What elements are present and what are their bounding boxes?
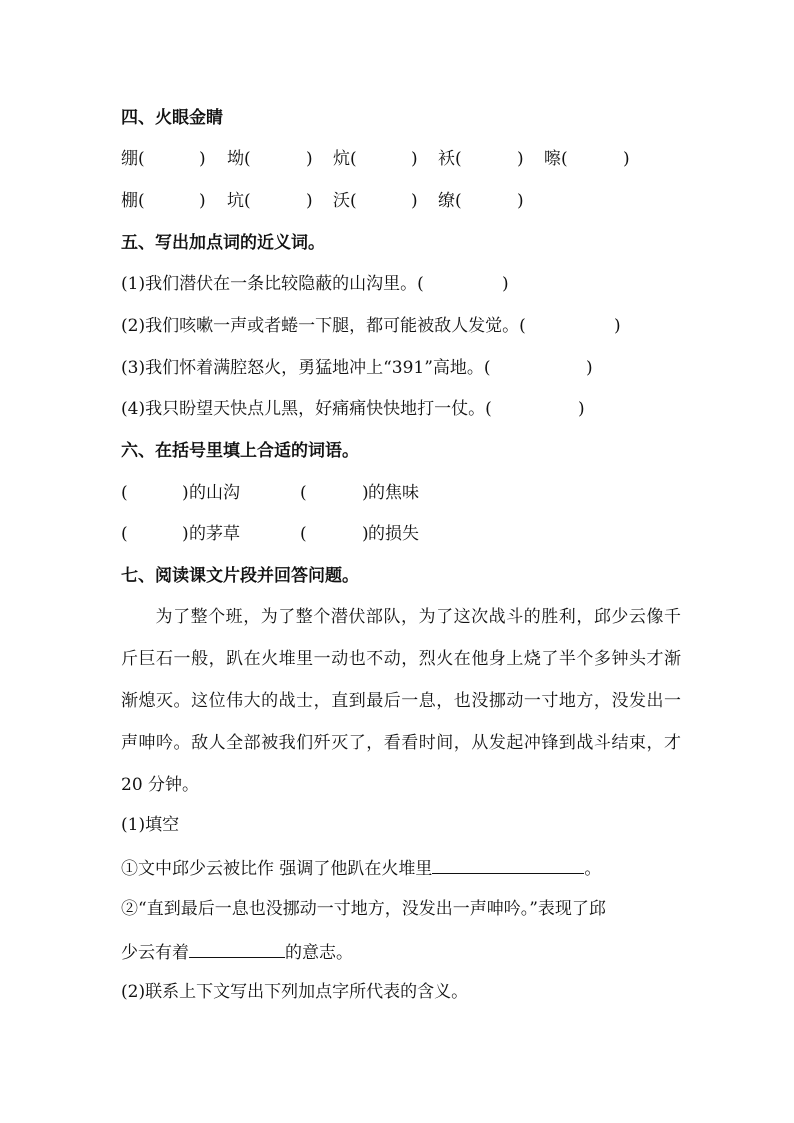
section-6-title: 六、在括号里填上合适的词语。 (121, 441, 359, 461)
item-close-paren: ) (578, 399, 585, 419)
section-5-item-2 (121, 314, 526, 338)
char-cell: 袄( (438, 149, 462, 169)
char-cell: 嚓( (544, 149, 568, 169)
question-end: 的意志。 (285, 943, 353, 963)
item-number: (1) (121, 274, 146, 294)
answer-blank[interactable] (432, 855, 584, 874)
item-text: 我们潜伏在一条比较隐蔽的山沟里。( (145, 274, 424, 294)
open-paren: ( (121, 524, 128, 544)
item-close-paren: ) (614, 316, 621, 336)
close-paren: ) (362, 524, 369, 544)
close-paren: ) (182, 483, 189, 503)
question-1-b-cont (121, 939, 353, 965)
char-cell: 坳( (227, 149, 251, 169)
char-cell: 沃( (333, 191, 357, 211)
item-text: 我们咳嗽一声或者蜷一下腿，都可能被敌人发觉。( (145, 316, 526, 336)
question-1-label: (1)填空 (121, 815, 180, 835)
open-paren: ( (121, 483, 128, 503)
question-text: ①文中邱少云被比作 强调了他趴在火堆里 (121, 859, 433, 879)
section-5-item-1 (121, 272, 424, 296)
question-text: 少云有着 (121, 943, 189, 963)
open-paren: ( (300, 483, 307, 503)
answer-blank[interactable] (189, 939, 285, 958)
question-2-label: (2)联系上下文写出下列加点字所代表的含义。 (121, 982, 469, 1002)
char-cell: 坑( (227, 191, 251, 211)
close-paren: ) (362, 483, 369, 503)
passage-text: 为了整个班，为了整个潜伏部队，为了这次战斗的胜利，邱少云像千斤巨石一般，趴在火堆里一动也不动，烈火在他身上烧了半个多钟头才渐渐熄灭。这位伟大的战士，直到最后一息，也没挪动一寸地方，没发出一声呻吟。敌人全部被我们歼灭了，看看时间，从发起冲锋到战斗结束，才 20 分钟。 (121, 607, 681, 795)
char-cell-close: ) (517, 149, 524, 169)
reading-passage (121, 596, 681, 806)
phrase-word: 的茅草 (189, 524, 240, 544)
item-number: (4) (121, 399, 146, 419)
close-paren: ) (182, 524, 189, 544)
question-1-b: ②“直到最后一息也没挪动一寸地方，没发出一声呻吟。”表现了邱 (121, 899, 606, 919)
char-cell-close: ) (411, 149, 418, 169)
open-paren: ( (300, 524, 307, 544)
char-cell-close: ) (199, 191, 206, 211)
phrase-word: 的损失 (368, 524, 419, 544)
char-cell-close: ) (517, 191, 524, 211)
section-5-item-3 (121, 356, 491, 380)
question-1-a (121, 855, 601, 881)
section-4-title: 四、火眼金睛 (121, 108, 223, 128)
char-cell: 缭( (438, 191, 462, 211)
char-cell-close: ) (306, 191, 313, 211)
item-close-paren: ) (502, 274, 509, 294)
char-cell: 炕( (333, 149, 357, 169)
section-5-title: 五、写出加点词的近义词。 (121, 233, 325, 253)
section-7-title: 七、阅读课文片段并回答问题。 (121, 566, 359, 586)
item-close-paren: ) (586, 358, 593, 378)
question-end: 。 (584, 859, 602, 879)
phrase-word: 的山沟 (189, 483, 240, 503)
char-cell: 绷( (121, 149, 145, 169)
item-number: (2) (121, 316, 146, 336)
item-text: 我只盼望天快点儿黑，好痛痛快快地打一仗。( (145, 399, 492, 419)
char-cell: 棚( (121, 191, 145, 211)
phrase-word: 的焦味 (368, 483, 419, 503)
char-cell-close: ) (623, 149, 630, 169)
item-number: (3) (121, 358, 146, 378)
section-5-item-4 (121, 397, 492, 421)
char-cell-close: ) (199, 149, 206, 169)
char-cell-close: ) (306, 149, 313, 169)
char-cell-close: ) (411, 191, 418, 211)
item-text: 我们怀着满腔怒火，勇猛地冲上“391”高地。( (145, 358, 491, 378)
